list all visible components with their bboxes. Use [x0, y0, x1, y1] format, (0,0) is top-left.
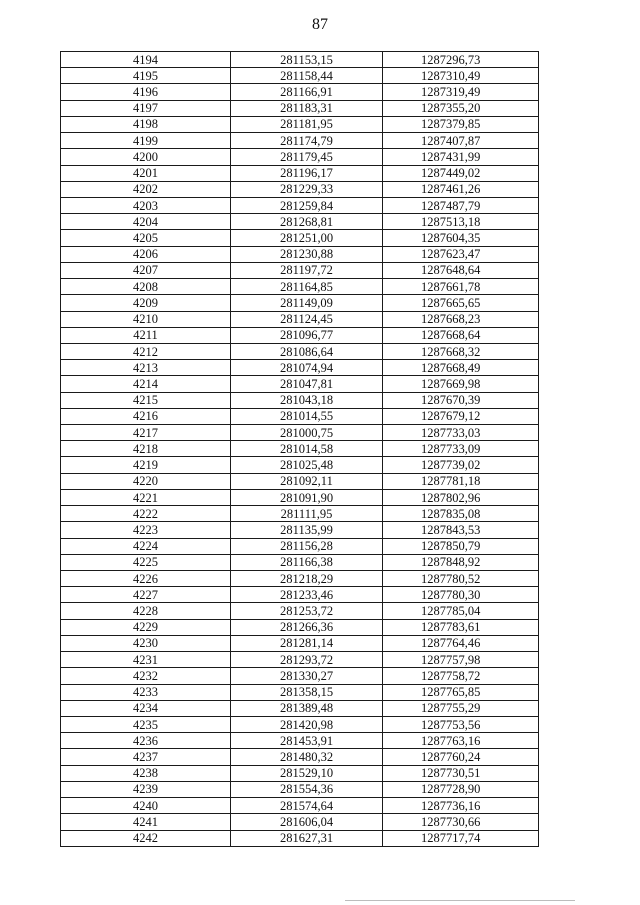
x-coordinate-cell: 281268,81 [231, 214, 383, 230]
x-coordinate-cell: 281230,88 [231, 246, 383, 262]
point-number-cell: 4208 [61, 279, 231, 295]
x-coordinate-cell: 281233,46 [231, 587, 383, 603]
point-number-cell: 4241 [61, 814, 231, 830]
table-row [61, 716, 539, 732]
table-row [61, 635, 539, 651]
table-row [61, 149, 539, 165]
table-row [61, 262, 539, 278]
y-coordinate-cell: 1287668,64 [383, 327, 539, 343]
x-coordinate-cell: 281074,94 [231, 360, 383, 376]
table-row [61, 392, 539, 408]
table-row [61, 814, 539, 830]
y-coordinate-cell: 1287730,66 [383, 814, 539, 830]
x-coordinate-cell: 281135,99 [231, 522, 383, 538]
table-row [61, 506, 539, 522]
x-coordinate-cell: 281529,10 [231, 765, 383, 781]
y-coordinate-cell: 1287648,64 [383, 262, 539, 278]
x-coordinate-cell: 281420,98 [231, 716, 383, 732]
y-coordinate-cell: 1287781,18 [383, 473, 539, 489]
point-number-cell: 4197 [61, 100, 231, 116]
y-coordinate-cell: 1287431,99 [383, 149, 539, 165]
y-coordinate-cell: 1287758,72 [383, 668, 539, 684]
point-number-cell: 4211 [61, 327, 231, 343]
point-number-cell: 4214 [61, 376, 231, 392]
point-number-cell: 4216 [61, 408, 231, 424]
point-number-cell: 4221 [61, 489, 231, 505]
x-coordinate-cell: 281281,14 [231, 635, 383, 651]
point-number-cell: 4198 [61, 116, 231, 132]
y-coordinate-cell: 1287513,18 [383, 214, 539, 230]
table-row [61, 522, 539, 538]
x-coordinate-cell: 281124,45 [231, 311, 383, 327]
point-number-cell: 4227 [61, 587, 231, 603]
point-number-cell: 4234 [61, 700, 231, 716]
point-number-cell: 4226 [61, 571, 231, 587]
table-row [61, 425, 539, 441]
point-number-cell: 4202 [61, 181, 231, 197]
table-row [61, 295, 539, 311]
x-coordinate-cell: 281043,18 [231, 392, 383, 408]
y-coordinate-cell: 1287668,23 [383, 311, 539, 327]
x-coordinate-cell: 281196,17 [231, 165, 383, 181]
x-coordinate-cell: 281218,29 [231, 571, 383, 587]
point-number-cell: 4220 [61, 473, 231, 489]
x-coordinate-cell: 281453,91 [231, 733, 383, 749]
y-coordinate-cell: 1287319,49 [383, 84, 539, 100]
y-coordinate-cell: 1287848,92 [383, 554, 539, 570]
x-coordinate-cell: 281047,81 [231, 376, 383, 392]
table-row [61, 749, 539, 765]
x-coordinate-cell: 281259,84 [231, 197, 383, 213]
table-row [61, 652, 539, 668]
table-row [61, 311, 539, 327]
y-coordinate-cell: 1287802,96 [383, 489, 539, 505]
point-number-cell: 4233 [61, 684, 231, 700]
y-coordinate-cell: 1287728,90 [383, 781, 539, 797]
point-number-cell: 4223 [61, 522, 231, 538]
point-number-cell: 4236 [61, 733, 231, 749]
y-coordinate-cell: 1287733,09 [383, 441, 539, 457]
table-row [61, 700, 539, 716]
x-coordinate-cell: 281156,28 [231, 538, 383, 554]
y-coordinate-cell: 1287296,73 [383, 52, 539, 68]
point-number-cell: 4242 [61, 830, 231, 846]
y-coordinate-cell: 1287736,16 [383, 798, 539, 814]
y-coordinate-cell: 1287739,02 [383, 457, 539, 473]
table-row [61, 68, 539, 84]
y-coordinate-cell: 1287835,08 [383, 506, 539, 522]
table-row [61, 100, 539, 116]
x-coordinate-cell: 281158,44 [231, 68, 383, 84]
table-row [61, 684, 539, 700]
point-number-cell: 4205 [61, 230, 231, 246]
point-number-cell: 4225 [61, 554, 231, 570]
point-number-cell: 4195 [61, 68, 231, 84]
x-coordinate-cell: 281181,95 [231, 116, 383, 132]
x-coordinate-cell: 281606,04 [231, 814, 383, 830]
x-coordinate-cell: 281164,85 [231, 279, 383, 295]
table-row [61, 116, 539, 132]
y-coordinate-cell: 1287783,61 [383, 619, 539, 635]
x-coordinate-cell: 281174,79 [231, 133, 383, 149]
x-coordinate-cell: 281091,90 [231, 489, 383, 505]
table-row [61, 230, 539, 246]
table-row [61, 489, 539, 505]
y-coordinate-cell: 1287843,53 [383, 522, 539, 538]
y-coordinate-cell: 1287730,51 [383, 765, 539, 781]
y-coordinate-cell: 1287765,85 [383, 684, 539, 700]
table-row [61, 84, 539, 100]
point-number-cell: 4209 [61, 295, 231, 311]
table-row [61, 765, 539, 781]
point-number-cell: 4230 [61, 635, 231, 651]
y-coordinate-cell: 1287764,46 [383, 635, 539, 651]
y-coordinate-cell: 1287604,35 [383, 230, 539, 246]
x-coordinate-cell: 281166,91 [231, 84, 383, 100]
y-coordinate-cell: 1287665,65 [383, 295, 539, 311]
table-row [61, 133, 539, 149]
x-coordinate-cell: 281111,95 [231, 506, 383, 522]
table-row [61, 246, 539, 262]
x-coordinate-cell: 281293,72 [231, 652, 383, 668]
table-row [61, 781, 539, 797]
table-row [61, 376, 539, 392]
x-coordinate-cell: 281358,15 [231, 684, 383, 700]
y-coordinate-cell: 1287760,24 [383, 749, 539, 765]
table-row [61, 538, 539, 554]
table-row [61, 165, 539, 181]
y-coordinate-cell: 1287449,02 [383, 165, 539, 181]
x-coordinate-cell: 281149,09 [231, 295, 383, 311]
x-coordinate-cell: 281183,31 [231, 100, 383, 116]
coordinates-table-body [61, 52, 539, 847]
table-row [61, 408, 539, 424]
point-number-cell: 4199 [61, 133, 231, 149]
x-coordinate-cell: 281197,72 [231, 262, 383, 278]
point-number-cell: 4219 [61, 457, 231, 473]
y-coordinate-cell: 1287379,85 [383, 116, 539, 132]
point-number-cell: 4203 [61, 197, 231, 213]
table-row [61, 587, 539, 603]
y-coordinate-cell: 1287407,87 [383, 133, 539, 149]
page-number: 87 [312, 16, 328, 33]
point-number-cell: 4213 [61, 360, 231, 376]
x-coordinate-cell: 281480,32 [231, 749, 383, 765]
point-number-cell: 4229 [61, 619, 231, 635]
x-coordinate-cell: 281627,31 [231, 830, 383, 846]
y-coordinate-cell: 1287623,47 [383, 246, 539, 262]
table-row [61, 360, 539, 376]
x-coordinate-cell: 281000,75 [231, 425, 383, 441]
point-number-cell: 4228 [61, 603, 231, 619]
point-number-cell: 4217 [61, 425, 231, 441]
x-coordinate-cell: 281025,48 [231, 457, 383, 473]
table-row [61, 279, 539, 295]
point-number-cell: 4207 [61, 262, 231, 278]
x-coordinate-cell: 281014,55 [231, 408, 383, 424]
table-row [61, 554, 539, 570]
y-coordinate-cell: 1287669,98 [383, 376, 539, 392]
table-row [61, 214, 539, 230]
table-row [61, 52, 539, 68]
table-row [61, 181, 539, 197]
y-coordinate-cell: 1287461,26 [383, 181, 539, 197]
x-coordinate-cell: 281096,77 [231, 327, 383, 343]
point-number-cell: 4231 [61, 652, 231, 668]
y-coordinate-cell: 1287717,74 [383, 830, 539, 846]
y-coordinate-cell: 1287670,39 [383, 392, 539, 408]
x-coordinate-cell: 281179,45 [231, 149, 383, 165]
table-row [61, 473, 539, 489]
table-row [61, 733, 539, 749]
point-number-cell: 4222 [61, 506, 231, 522]
point-number-cell: 4218 [61, 441, 231, 457]
x-coordinate-cell: 281554,36 [231, 781, 383, 797]
y-coordinate-cell: 1287668,49 [383, 360, 539, 376]
point-number-cell: 4215 [61, 392, 231, 408]
point-number-cell: 4240 [61, 798, 231, 814]
y-coordinate-cell: 1287355,20 [383, 100, 539, 116]
table-row [61, 343, 539, 359]
point-number-cell: 4200 [61, 149, 231, 165]
table-row [61, 441, 539, 457]
y-coordinate-cell: 1287780,52 [383, 571, 539, 587]
x-coordinate-cell: 281574,64 [231, 798, 383, 814]
x-coordinate-cell: 281253,72 [231, 603, 383, 619]
point-number-cell: 4194 [61, 52, 231, 68]
x-coordinate-cell: 281014,58 [231, 441, 383, 457]
point-number-cell: 4238 [61, 765, 231, 781]
table-row [61, 603, 539, 619]
y-coordinate-cell: 1287785,04 [383, 603, 539, 619]
y-coordinate-cell: 1287850,79 [383, 538, 539, 554]
point-number-cell: 4201 [61, 165, 231, 181]
x-coordinate-cell: 281330,27 [231, 668, 383, 684]
point-number-cell: 4235 [61, 716, 231, 732]
table-row [61, 197, 539, 213]
point-number-cell: 4239 [61, 781, 231, 797]
table-row [61, 798, 539, 814]
y-coordinate-cell: 1287763,16 [383, 733, 539, 749]
table-row [61, 571, 539, 587]
y-coordinate-cell: 1287661,78 [383, 279, 539, 295]
scan-edge-line [345, 900, 575, 901]
point-number-cell: 4237 [61, 749, 231, 765]
x-coordinate-cell: 281153,15 [231, 52, 383, 68]
table-row [61, 457, 539, 473]
table-row [61, 668, 539, 684]
point-number-cell: 4206 [61, 246, 231, 262]
coordinates-table [60, 51, 539, 847]
y-coordinate-cell: 1287487,79 [383, 197, 539, 213]
point-number-cell: 4212 [61, 343, 231, 359]
table-row [61, 830, 539, 846]
x-coordinate-cell: 281086,64 [231, 343, 383, 359]
y-coordinate-cell: 1287679,12 [383, 408, 539, 424]
y-coordinate-cell: 1287757,98 [383, 652, 539, 668]
y-coordinate-cell: 1287733,03 [383, 425, 539, 441]
point-number-cell: 4204 [61, 214, 231, 230]
point-number-cell: 4210 [61, 311, 231, 327]
y-coordinate-cell: 1287668,32 [383, 343, 539, 359]
y-coordinate-cell: 1287310,49 [383, 68, 539, 84]
point-number-cell: 4232 [61, 668, 231, 684]
y-coordinate-cell: 1287780,30 [383, 587, 539, 603]
table-row [61, 327, 539, 343]
x-coordinate-cell: 281229,33 [231, 181, 383, 197]
y-coordinate-cell: 1287755,29 [383, 700, 539, 716]
y-coordinate-cell: 1287753,56 [383, 716, 539, 732]
x-coordinate-cell: 281092,11 [231, 473, 383, 489]
x-coordinate-cell: 281251,00 [231, 230, 383, 246]
x-coordinate-cell: 281389,48 [231, 700, 383, 716]
x-coordinate-cell: 281166,38 [231, 554, 383, 570]
x-coordinate-cell: 281266,36 [231, 619, 383, 635]
table-row [61, 619, 539, 635]
point-number-cell: 4224 [61, 538, 231, 554]
point-number-cell: 4196 [61, 84, 231, 100]
